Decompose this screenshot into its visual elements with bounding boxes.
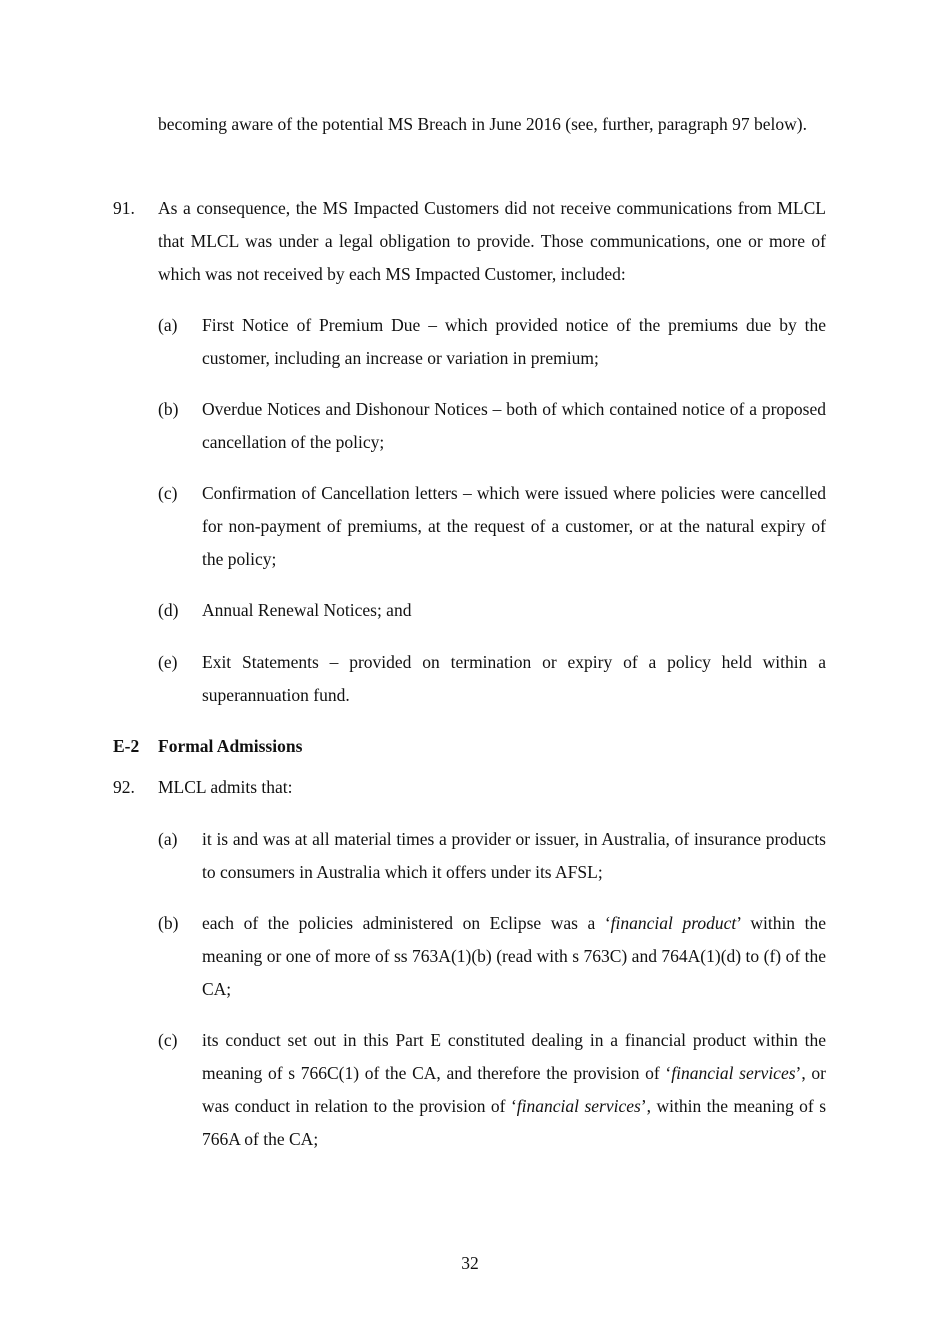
defined-term: financial product <box>610 913 737 933</box>
item-text-part: ’, or was conduct in relation to the provision of ‘ <box>202 1063 827 1116</box>
page-number: 32 <box>461 1253 479 1273</box>
item-label: (c) <box>158 483 178 503</box>
item-text-part: ’, within the meaning of s 766A of the CA; <box>202 1096 827 1149</box>
item-text: First Notice of Premium Due – which provided notice of the premiums due by the customer, including an increase or variation in premium; <box>202 315 826 368</box>
paragraph-number-91: 91. <box>113 198 135 218</box>
item-label: (c) <box>158 1030 178 1050</box>
defined-term: financial services <box>671 1063 796 1083</box>
item-label: (b) <box>158 913 179 933</box>
paragraph-91-text: As a consequence, the MS Impacted Customers did not receive communications from MLCL that MLCL was under a legal obligation to provide. Those communications, one or more of which was not received by each MS Impacted Customer, included: <box>158 198 826 284</box>
item-label: (d) <box>158 600 179 620</box>
item-text: Confirmation of Cancellation letters – which were issued where policies were cancelled for non-payment of premiums, at the request of a customer, or at the natural expiry of the policy; <box>202 483 826 569</box>
section-number: E-2 <box>113 736 140 756</box>
item-text-part: its conduct set out in this Part E constituted dealing in a financial product within the meaning of s 766C(1) of the CA, and therefore the provision of ‘ <box>202 1030 826 1083</box>
paragraph-92-text: MLCL admits that: <box>158 777 293 797</box>
defined-term: financial services <box>516 1096 641 1116</box>
item-label: (a) <box>158 829 178 849</box>
item-text-part: each of the policies administered on Eclipse was a ‘ <box>202 913 611 933</box>
paragraph-number-92: 92. <box>113 777 135 797</box>
item-text: Annual Renewal Notices; and <box>202 600 412 620</box>
item-text <box>202 907 826 1006</box>
item-label: (a) <box>158 315 178 335</box>
item-label: (b) <box>158 399 179 419</box>
section-title: Formal Admissions <box>158 736 303 756</box>
item-label: (e) <box>158 652 178 672</box>
item-text: it is and was at all material times a provider or issuer, in Australia, of insurance products to consumers in Australia which it offers under its AFSL; <box>202 829 826 882</box>
item-text: Overdue Notices and Dishonour Notices – both of which contained notice of a proposed cancellation of the policy; <box>202 399 826 452</box>
item-text: Exit Statements – provided on termination or expiry of a policy held within a superannuation fund. <box>202 652 826 705</box>
item-text <box>202 1024 826 1156</box>
continuation-paragraph: becoming aware of the potential MS Breach in June 2016 (see, further, paragraph 97 below). <box>158 114 808 134</box>
item-text-part: ’ within the meaning or one of more of ss 763A(1)(b) (read with s 763C) and 764A(1)(d) to (f) of the CA; <box>202 913 826 999</box>
